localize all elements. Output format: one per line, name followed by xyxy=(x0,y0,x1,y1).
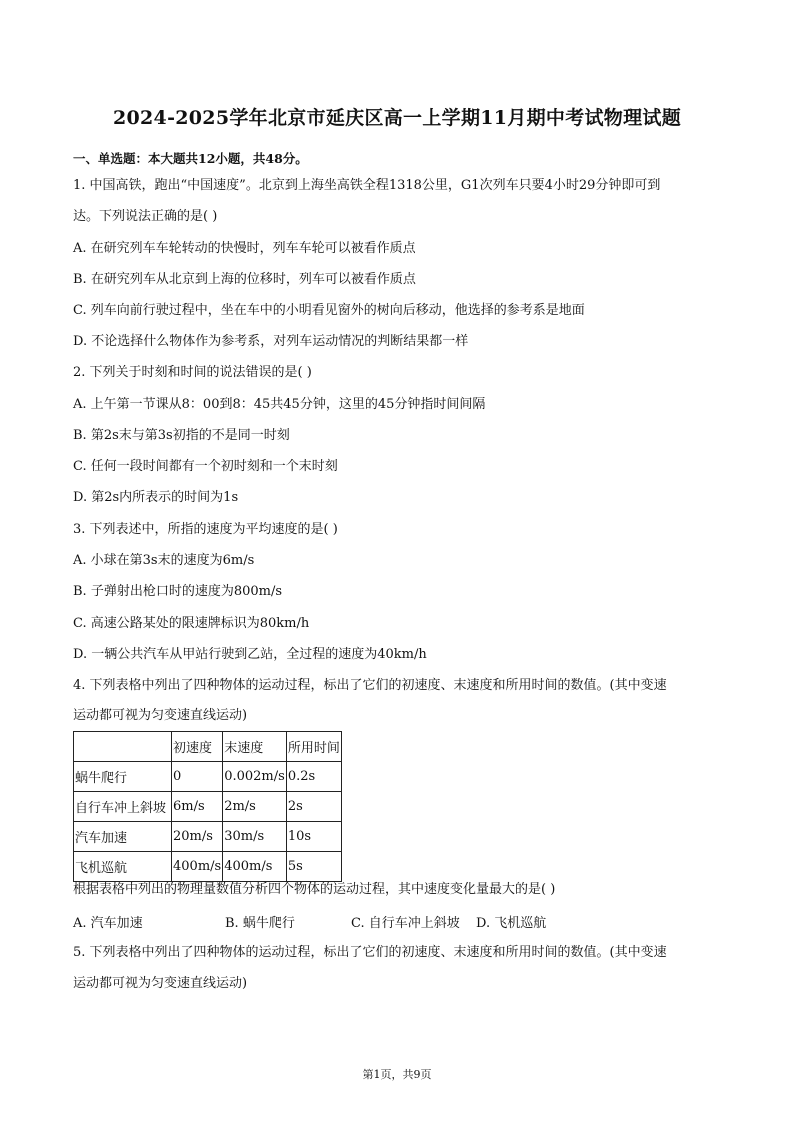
exam-title: 2024-2025学年北京市延庆区高一上学期11月期中考试物理试题 xyxy=(113,107,681,129)
table-cell: 蜗牛爬行 xyxy=(74,762,172,792)
q4-option-b: B. 蜗牛爬行 xyxy=(225,916,295,931)
q3-stem: 3. 下列表述中，所指的速度为平均速度的是( ) xyxy=(73,522,338,537)
table-header-cell: 所用时间 xyxy=(286,732,341,762)
q4-question: 根据表格中列出的物理量数值分析四个物体的运动过程，其中速度变化量最大的是( ) xyxy=(73,882,556,897)
q1-option-a: A. 在研究列车车轮转动的快慢时，列车车轮可以被看作质点 xyxy=(73,241,416,256)
table-row xyxy=(74,852,342,882)
q3-option-a: A. 小球在第3s末的速度为6m/s xyxy=(73,553,255,568)
q1-option-b: B. 在研究列车从北京到上海的位移时，列车可以被看作质点 xyxy=(73,272,416,287)
table-cell: 自行车冲上斜坡 xyxy=(74,792,172,822)
q4-stem-line1: 4. 下列表格中列出了四种物体的运动过程，标出了它们的初速度、末速度和所用时间的数值。(其中变速 xyxy=(73,678,667,693)
q2-option-d: D. 第2s内所表示的时间为1s xyxy=(73,490,239,505)
table-cell: 2m/s xyxy=(223,792,287,822)
table-row xyxy=(74,762,342,792)
q2-option-a: A. 上午第一节课从8：00到8：45共45分钟，这里的45分钟指时间间隔 xyxy=(73,397,486,412)
table-cell: 汽车加速 xyxy=(74,822,172,852)
page-footer: 第1页，共9页 xyxy=(362,1068,432,1081)
table-cell: 5s xyxy=(286,852,341,882)
table-cell: 6m/s xyxy=(172,792,223,822)
q4-option-d: D. 飞机巡航 xyxy=(476,916,547,931)
q3-option-d: D. 一辆公共汽车从甲站行驶到乙站，全过程的速度为40km/h xyxy=(73,647,427,662)
q3-option-c: C. 高速公路某处的限速牌标识为80km/h xyxy=(73,616,310,631)
q1-option-c: C. 列车向前行驶过程中，坐在车中的小明看见窗外的树向后移动，他选择的参考系是地面 xyxy=(73,303,585,318)
section-heading: 一、单选题：本大题共12小题，共48分。 xyxy=(73,151,308,166)
q3-option-b: B. 子弹射出枪口时的速度为800m/s xyxy=(73,584,283,599)
q2-option-b: B. 第2s末与第3s初指的不是同一时刻 xyxy=(73,428,290,443)
table-cell: 20m/s xyxy=(172,822,223,852)
q4-options xyxy=(73,912,546,931)
table-header-cell xyxy=(74,732,172,762)
q2-stem: 2. 下列关于时刻和时间的说法错误的是( ) xyxy=(73,365,312,380)
q4-option-a: A. 汽车加速 xyxy=(73,916,143,931)
q2-option-c: C. 任何一段时间都有一个初时刻和一个末时刻 xyxy=(73,459,338,474)
table-cell: 0.002m/s xyxy=(223,762,287,792)
table-cell: 30m/s xyxy=(223,822,287,852)
table-cell: 飞机巡航 xyxy=(74,852,172,882)
table-cell: 400m/s xyxy=(223,852,287,882)
q1-stem-line2: 达。下列说法正确的是( ) xyxy=(73,209,218,224)
table-cell: 0.2s xyxy=(286,762,341,792)
table-row xyxy=(74,822,342,852)
q4-option-c: C. 自行车冲上斜坡 xyxy=(351,916,460,931)
q5-stem-line1: 5. 下列表格中列出了四种物体的运动过程，标出了它们的初速度、末速度和所用时间的数值。(其中变速 xyxy=(73,945,667,960)
q1-stem-line1: 1. 中国高铁，跑出“中国速度”。北京到上海坐高铁全程1318公里，G1次列车只要4小时29分钟即可到 xyxy=(73,178,661,193)
q1-option-d: D. 不论选择什么物体作为参考系，对列车运动情况的判断结果都一样 xyxy=(73,334,469,349)
table-header-row xyxy=(74,732,342,762)
motion-table xyxy=(73,731,342,882)
table-header-cell: 初速度 xyxy=(172,732,223,762)
q5-stem-line2: 运动都可视为匀变速直线运动) xyxy=(73,976,248,991)
table-row xyxy=(74,792,342,822)
table-header-cell: 末速度 xyxy=(223,732,287,762)
table-cell: 2s xyxy=(286,792,341,822)
table-cell: 10s xyxy=(286,822,341,852)
table-cell: 0 xyxy=(172,762,223,792)
q4-stem-line2: 运动都可视为匀变速直线运动) xyxy=(73,708,248,723)
table-cell: 400m/s xyxy=(172,852,223,882)
